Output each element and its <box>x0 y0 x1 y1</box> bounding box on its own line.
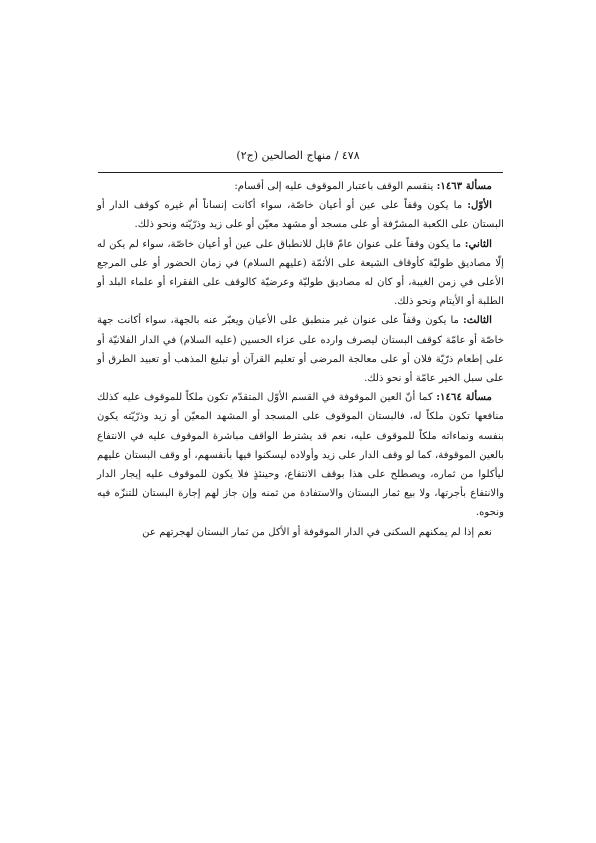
paragraph-masala-1463 <box>97 177 504 196</box>
paragraph-text: ما يكون وقفاً على عنوان غير منطبق على الأعيان ويعبّر عنه بالجهة، سواء أكانت جهة خاصّة أو عامّة كوقف البستان ليصرف وارده على عزاء الحسين (عليه السلام) في الدار الفلانيّة أو على إطعام ذرّيّة فلان أو على معالجة المرضى أو تعليم القرآن أو تبليغ المذهب أو تعبيد الطرق أو على سبل الخير عامّة أو نحو ذلك. <box>97 315 504 385</box>
paragraph-third-type <box>97 311 504 388</box>
running-header <box>0 149 596 163</box>
paragraph-continuation <box>97 523 504 542</box>
paragraph-text: ما يكون وقفاً على عنوان عامّ قابل للانطباق على عين أو أعيان خاصّة، سواء لم يكن له إلّا مصاديق طوليّة كأوقاف الشيعة على الأئمّة (عليهم السلام) في زمان الحضور أو على المرجع الأعلى في زمن الغيبة، أو كان له مصاديق طوليّة وعرضيّة كالوقف على الفقراء أو علماء البلد أو الطلبة أو الأيتام ونحو ذلك. <box>97 238 504 308</box>
paragraph-lead: مسألة ١٤٦٣: <box>436 180 492 192</box>
paragraph-text: ينقسم الوقف باعتبار الموقوف عليه إلى أقسام: <box>234 181 437 192</box>
paragraph-lead: الثالث: <box>463 314 492 327</box>
header-rule <box>98 172 503 173</box>
paragraph-text: كما أنّ العين الموقوفة في القسم الأوّل المتقدّم تكون ملكاً للموقوف عليه كذلك منافعها تكون ملكاً له، فالبستان الموقوف على المسجد أو المشهد المعيّن أو زيد وذرّيّته يكون بنفسه ونماءاته ملكاً للموقوف عليه، نعم قد يشترط الواقف مباشرة الموقوف عليه في الانتفاع بالعين الموقوفة، كما لو وقف الدار على زيد وأولاده ليسكنوا فيها بأنفسهم، أو وقف البستان عليهم ليأكلوا من ثماره، ويصطلح على هذا بوقف الانتفاع، وحينئذٍ فلا يكون للموقوف عليه إيجار الدار والانتفاع بأجرتها، ولا بيع ثمار البستان والاستفادة من ثمنه وإن جاز لهم إجارة البستان للتنزّه فيه ونحوه. <box>97 392 504 519</box>
paragraph-lead: الثاني: <box>464 237 492 250</box>
paragraph-text: نعم إذا لم يمكنهم السكنى في الدار الموقوفة أو الأكل من ثمار البستان لهجرتهم عن <box>142 526 492 538</box>
paragraph-lead: مسألة ١٤٦٤: <box>436 391 492 404</box>
paragraph-text: ما يكون وقفاً على عين أو أعيان خاصّة، سواء أكانت إنساناً أم غيره كوقف الدار أو البستان على الكعبة المشرّفة أو على مسجد أو مشهد معيّن أو على زيد وذرّيّته ونحو ذلك. <box>97 200 504 231</box>
paragraph-first-type <box>97 196 504 234</box>
paragraph-lead: الأوّل: <box>467 199 492 212</box>
paragraph-masala-1464 <box>97 388 504 522</box>
page-body <box>97 177 504 542</box>
paragraph-second-type <box>97 235 504 312</box>
page-number-and-title: ٤٧٨ / منهاج الصالحين (ج٢) <box>236 149 360 162</box>
